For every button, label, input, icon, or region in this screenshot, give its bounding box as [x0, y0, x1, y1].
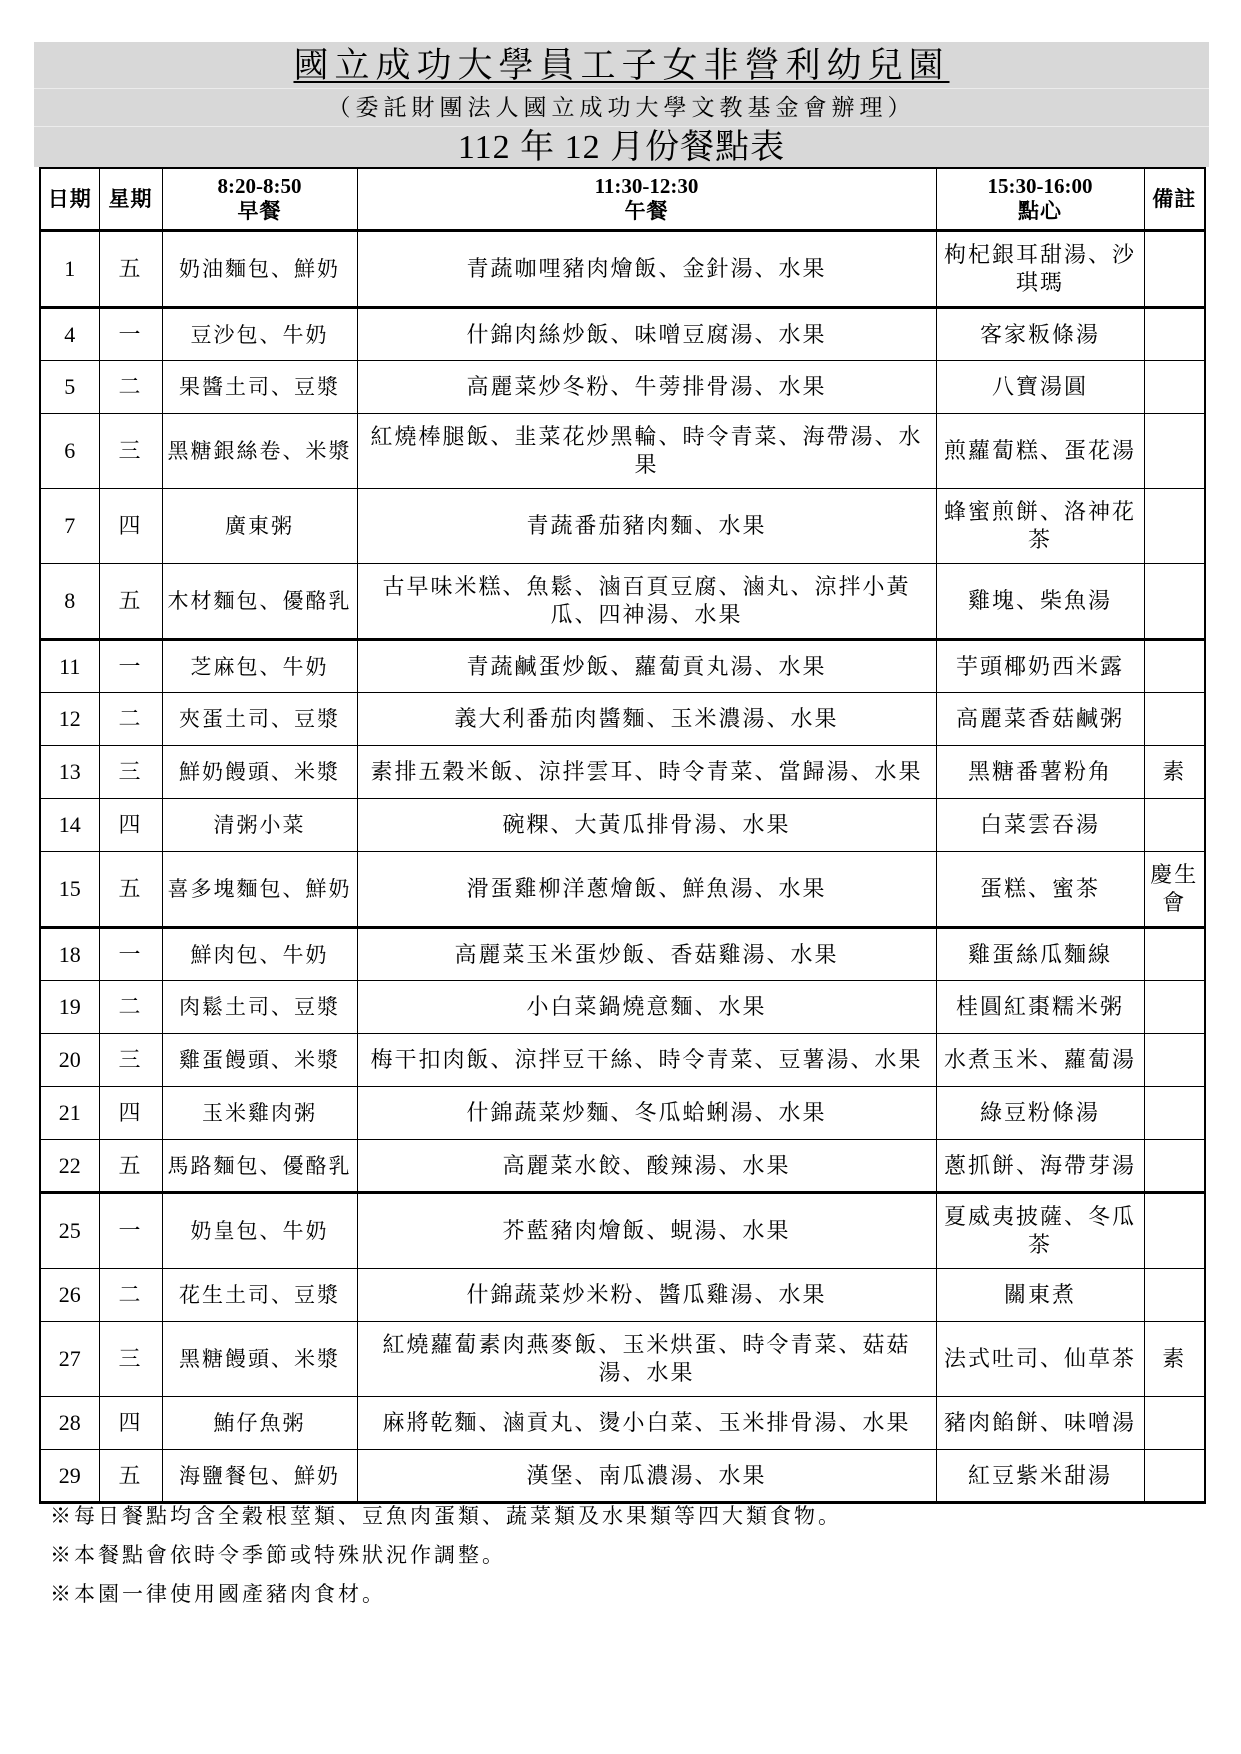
- weekday-cell: 四: [99, 1397, 162, 1450]
- table-header: [40, 168, 1205, 231]
- note-cell: [1144, 928, 1205, 981]
- month-menu-title: 112 年 12 月份餐點表: [457, 129, 786, 166]
- weekday-cell: 一: [99, 640, 162, 693]
- note-cell: [1144, 308, 1205, 361]
- lunch-cell: 什錦蔬菜炒米粉、醬瓜雞湯、水果: [357, 1269, 936, 1322]
- menu-row: [40, 489, 1205, 564]
- note-cell: [1144, 1269, 1205, 1322]
- weekday-cell: 五: [99, 852, 162, 928]
- breakfast-cell: 木材麵包、優酪乳: [162, 564, 357, 640]
- lunch-cell: 高麗菜炒冬粉、牛蒡排骨湯、水果: [357, 361, 936, 414]
- weekday-cell: 三: [99, 1322, 162, 1397]
- lunch-cell: 古早味米糕、魚鬆、滷百頁豆腐、滷丸、涼拌小黃瓜、四神湯、水果: [357, 564, 936, 640]
- lunch-cell: 麻將乾麵、滷貢丸、燙小白菜、玉米排骨湯、水果: [357, 1397, 936, 1450]
- date-cell: 20: [40, 1034, 99, 1087]
- note-cell: 慶生會: [1144, 852, 1205, 928]
- snack-cell: 芋頭椰奶西米露: [936, 640, 1144, 693]
- date-cell: 15: [40, 852, 99, 928]
- weekday-cell: 一: [99, 308, 162, 361]
- lunch-cell: 什錦蔬菜炒麵、冬瓜蛤蜊湯、水果: [357, 1087, 936, 1140]
- breakfast-cell: 海鹽餐包、鮮奶: [162, 1450, 357, 1503]
- weekday-cell: 四: [99, 489, 162, 564]
- weekday-cell: 一: [99, 1193, 162, 1269]
- lunch-cell: 義大利番茄肉醬麵、玉米濃湯、水果: [357, 693, 936, 746]
- note-cell: [1144, 489, 1205, 564]
- lunch-cell: 高麗菜玉米蛋炒飯、香菇雞湯、水果: [357, 928, 936, 981]
- breakfast-cell: 肉鬆土司、豆漿: [162, 981, 357, 1034]
- snack-cell: 客家粄條湯: [936, 308, 1144, 361]
- lunch-cell: 小白菜鍋燒意麵、水果: [357, 981, 936, 1034]
- breakfast-label: 早餐: [237, 199, 282, 223]
- note-cell: [1144, 361, 1205, 414]
- weekday-cell: 三: [99, 1034, 162, 1087]
- date-cell: 12: [40, 693, 99, 746]
- breakfast-cell: 馬路麵包、優酪乳: [162, 1140, 357, 1193]
- lunch-cell: 紅燒棒腿飯、韭菜花炒黑輪、時令青菜、海帶湯、水果: [357, 414, 936, 489]
- weekday-cell: 五: [99, 231, 162, 308]
- breakfast-cell: 鮮肉包、牛奶: [162, 928, 357, 981]
- lunch-time: 11:30-12:30: [594, 174, 699, 198]
- date-cell: 14: [40, 799, 99, 852]
- date-header: 日期: [40, 168, 99, 231]
- note-line-pork: ※本園一律使用國產豬肉食材。: [50, 1582, 386, 1606]
- breakfast-time: 8:20-8:50: [217, 174, 302, 198]
- breakfast-cell: 奶油麵包、鮮奶: [162, 231, 357, 308]
- lunch-cell: 碗粿、大黃瓜排骨湯、水果: [357, 799, 936, 852]
- breakfast-cell: 清粥小菜: [162, 799, 357, 852]
- snack-cell: 蔥抓餅、海帶芽湯: [936, 1140, 1144, 1193]
- note-cell: [1144, 1087, 1205, 1140]
- snack-cell: 蛋糕、蜜茶: [936, 852, 1144, 928]
- date-cell: 4: [40, 308, 99, 361]
- date-cell: 22: [40, 1140, 99, 1193]
- breakfast-cell: 玉米雞肉粥: [162, 1087, 357, 1140]
- lunch-cell: 梅干扣肉飯、涼拌豆干絲、時令青菜、豆薯湯、水果: [357, 1034, 936, 1087]
- snack-cell: 蜂蜜煎餅、洛神花茶: [936, 489, 1144, 564]
- menu-row: [40, 928, 1205, 981]
- menu-row: [40, 1322, 1205, 1397]
- lunch-cell: 青蔬番茄豬肉麵、水果: [357, 489, 936, 564]
- breakfast-cell: 鮮奶饅頭、米漿: [162, 746, 357, 799]
- snack-cell: 雞塊、柴魚湯: [936, 564, 1144, 640]
- snack-cell: 白菜雲吞湯: [936, 799, 1144, 852]
- table-body: [40, 231, 1205, 1503]
- note-cell: [1144, 640, 1205, 693]
- breakfast-cell: 廣東粥: [162, 489, 357, 564]
- breakfast-cell: 奶皇包、牛奶: [162, 1193, 357, 1269]
- breakfast-header: [162, 168, 357, 231]
- menu-row: [40, 981, 1205, 1034]
- lunch-header: [357, 168, 936, 231]
- menu-row: [40, 414, 1205, 489]
- weekday-cell: 五: [99, 564, 162, 640]
- note-cell: [1144, 1193, 1205, 1269]
- weekday-cell: 五: [99, 1140, 162, 1193]
- kindergarten-title: 國立成功大學員工子女非營利幼兒園: [293, 46, 950, 85]
- snack-cell: 八寶湯圓: [936, 361, 1144, 414]
- date-cell: 13: [40, 746, 99, 799]
- lunch-cell: 高麗菜水餃、酸辣湯、水果: [357, 1140, 936, 1193]
- weekday-cell: 四: [99, 799, 162, 852]
- date-cell: 1: [40, 231, 99, 308]
- note-cell: [1144, 1140, 1205, 1193]
- menu-row: [40, 1140, 1205, 1193]
- snack-cell: 豬肉餡餅、味噌湯: [936, 1397, 1144, 1450]
- meal-menu-table: [39, 167, 1206, 1504]
- menu-row: [40, 693, 1205, 746]
- note-cell: [1144, 564, 1205, 640]
- snack-label: 點心: [1018, 199, 1062, 223]
- date-cell: 11: [40, 640, 99, 693]
- snack-cell: 枸杞銀耳甜湯、沙琪瑪: [936, 231, 1144, 308]
- note-line-adjustment: ※本餐點會依時令季節或特殊狀況作調整。: [50, 1543, 506, 1567]
- snack-cell: 雞蛋絲瓜麵線: [936, 928, 1144, 981]
- snack-cell: 法式吐司、仙草茶: [936, 1322, 1144, 1397]
- lunch-cell: 芥藍豬肉燴飯、蜆湯、水果: [357, 1193, 936, 1269]
- menu-row: [40, 799, 1205, 852]
- title-row: [34, 42, 1209, 88]
- menu-row: [40, 852, 1205, 928]
- snack-cell: 高麗菜香菇鹹粥: [936, 693, 1144, 746]
- breakfast-cell: 黑糖饅頭、米漿: [162, 1322, 357, 1397]
- snack-cell: 水煮玉米、蘿蔔湯: [936, 1034, 1144, 1087]
- subtitle-row: [34, 88, 1209, 126]
- snack-cell: 桂圓紅棗糯米粥: [936, 981, 1144, 1034]
- breakfast-cell: 雞蛋饅頭、米漿: [162, 1034, 357, 1087]
- weekday-cell: 三: [99, 414, 162, 489]
- menu-row: [40, 361, 1205, 414]
- snack-cell: 綠豆粉條湯: [936, 1087, 1144, 1140]
- snack-cell: 關東煮: [936, 1269, 1144, 1322]
- menu-row: [40, 1450, 1205, 1503]
- weekday-cell: 二: [99, 693, 162, 746]
- note-cell: [1144, 799, 1205, 852]
- note-cell: [1144, 414, 1205, 489]
- date-cell: 21: [40, 1087, 99, 1140]
- breakfast-cell: 果醬土司、豆漿: [162, 361, 357, 414]
- breakfast-cell: 豆沙包、牛奶: [162, 308, 357, 361]
- menu-row: [40, 1397, 1205, 1450]
- lunch-label: 午餐: [624, 199, 669, 223]
- date-cell: 5: [40, 361, 99, 414]
- title-banner: [34, 42, 1209, 167]
- note-line-nutrition: ※每日餐點均含全穀根莖類、豆魚肉蛋類、蔬菜類及水果類等四大類食物。: [50, 1504, 842, 1528]
- breakfast-cell: 花生土司、豆漿: [162, 1269, 357, 1322]
- lunch-cell: 滑蛋雞柳洋蔥燴飯、鮮魚湯、水果: [357, 852, 936, 928]
- menu-row: [40, 1269, 1205, 1322]
- menu-row: [40, 231, 1205, 308]
- breakfast-cell: 夾蛋土司、豆漿: [162, 693, 357, 746]
- note-cell: [1144, 1450, 1205, 1503]
- date-cell: 18: [40, 928, 99, 981]
- weekday-cell: 二: [99, 1269, 162, 1322]
- organizer-subtitle: （委託財團法人國立成功大學文教基金會辦理）: [327, 95, 916, 120]
- lunch-cell: 紅燒蘿蔔素肉燕麥飯、玉米烘蛋、時令青菜、菇菇湯、水果: [357, 1322, 936, 1397]
- date-cell: 25: [40, 1193, 99, 1269]
- menu-row: [40, 746, 1205, 799]
- note-cell: [1144, 693, 1205, 746]
- lunch-cell: 青蔬咖哩豬肉燴飯、金針湯、水果: [357, 231, 936, 308]
- note-cell: 素: [1144, 1322, 1205, 1397]
- lunch-cell: 漢堡、南瓜濃湯、水果: [357, 1450, 936, 1503]
- note-cell: [1144, 981, 1205, 1034]
- date-cell: 26: [40, 1269, 99, 1322]
- note-cell: [1144, 1397, 1205, 1450]
- notes-section: [50, 1497, 1200, 1614]
- date-cell: 6: [40, 414, 99, 489]
- snack-cell: 紅豆紫米甜湯: [936, 1450, 1144, 1503]
- breakfast-cell: 芝麻包、牛奶: [162, 640, 357, 693]
- date-cell: 27: [40, 1322, 99, 1397]
- weekday-cell: 一: [99, 928, 162, 981]
- header-row: [40, 168, 1205, 231]
- weekday-header: 星期: [99, 168, 162, 231]
- note-cell: [1144, 231, 1205, 308]
- date-cell: 8: [40, 564, 99, 640]
- lunch-cell: 青蔬鹹蛋炒飯、蘿蔔貢丸湯、水果: [357, 640, 936, 693]
- date-cell: 19: [40, 981, 99, 1034]
- date-cell: 29: [40, 1450, 99, 1503]
- menu-row: [40, 1193, 1205, 1269]
- snack-header: [936, 168, 1144, 231]
- weekday-cell: 二: [99, 981, 162, 1034]
- lunch-cell: 素排五穀米飯、涼拌雲耳、時令青菜、當歸湯、水果: [357, 746, 936, 799]
- menu-row: [40, 308, 1205, 361]
- snack-time: 15:30-16:00: [987, 174, 1093, 198]
- weekday-cell: 三: [99, 746, 162, 799]
- breakfast-cell: 鮪仔魚粥: [162, 1397, 357, 1450]
- menu-row: [40, 640, 1205, 693]
- menu-row: [40, 1087, 1205, 1140]
- note-cell: 素: [1144, 746, 1205, 799]
- weekday-cell: 二: [99, 361, 162, 414]
- date-cell: 28: [40, 1397, 99, 1450]
- menu-row: [40, 564, 1205, 640]
- note-header: 備註: [1144, 168, 1205, 231]
- note-cell: [1144, 1034, 1205, 1087]
- weekday-cell: 四: [99, 1087, 162, 1140]
- date-cell: 7: [40, 489, 99, 564]
- snack-cell: 夏威夷披薩、冬瓜茶: [936, 1193, 1144, 1269]
- lunch-cell: 什錦肉絲炒飯、味噌豆腐湯、水果: [357, 308, 936, 361]
- breakfast-cell: 喜多塊麵包、鮮奶: [162, 852, 357, 928]
- menu-row: [40, 1034, 1205, 1087]
- snack-cell: 黑糖番薯粉角: [936, 746, 1144, 799]
- month-title-row: [34, 126, 1209, 167]
- breakfast-cell: 黑糖銀絲卷、米漿: [162, 414, 357, 489]
- snack-cell: 煎蘿蔔糕、蛋花湯: [936, 414, 1144, 489]
- weekday-cell: 五: [99, 1450, 162, 1503]
